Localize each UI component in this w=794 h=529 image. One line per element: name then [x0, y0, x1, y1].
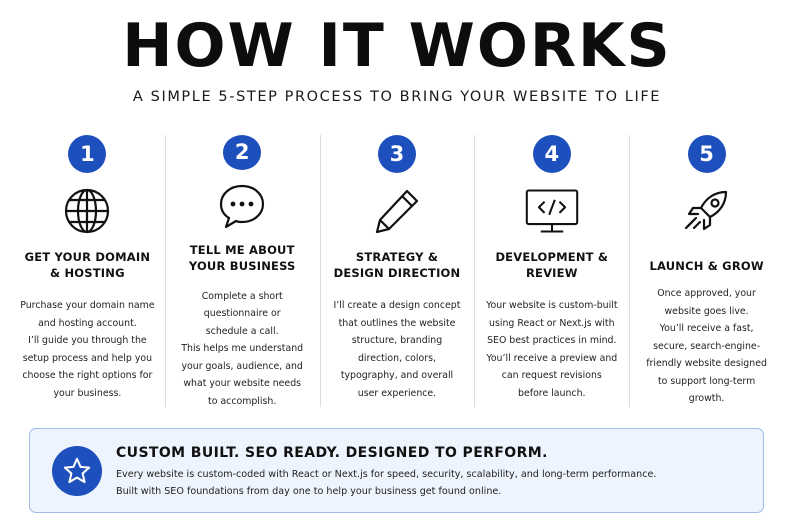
globe-icon — [59, 183, 115, 239]
step-title-line: GET YOUR DOMAIN — [24, 250, 151, 264]
pencil-icon — [369, 183, 425, 239]
rocket-icon — [679, 183, 735, 239]
step-title — [183, 242, 302, 274]
desc-line: that outlines the website — [338, 317, 456, 329]
step-number-badge: 2 — [223, 135, 261, 170]
desc-line: to accomplish. — [208, 395, 277, 407]
step-title-line: & HOSTING — [50, 266, 125, 280]
step-title — [643, 249, 769, 283]
step-2 — [165, 135, 320, 410]
star-badge — [52, 446, 102, 496]
step-title-line: TELL ME ABOUT — [189, 242, 295, 257]
desc-line: website goes live. — [664, 305, 749, 317]
desc-line: before launch. — [518, 387, 586, 399]
desc-line: typography, and overall — [340, 370, 454, 381]
desc-line: I’ll guide you through the — [28, 335, 147, 346]
steps-row — [10, 135, 784, 410]
step-title-line: YOUR BUSINESS — [188, 258, 296, 273]
desc-line: your business. — [53, 387, 122, 399]
desc-line: secure, search-engine- — [653, 340, 761, 352]
desc-line: what your website needs — [183, 378, 302, 389]
step-number-badge: 3 — [378, 135, 416, 173]
banner-text-line: Every website is custom-coded with React or Next.js for speed, security, scalability, and long-term performance. — [116, 469, 657, 480]
step-1 — [10, 135, 165, 410]
step-number-badge: 5 — [688, 135, 726, 173]
step-description — [326, 297, 469, 402]
desc-line: SEO best practices in mind. — [487, 335, 617, 346]
desc-line: can request revisions — [501, 370, 602, 381]
desc-line: and hosting account. — [38, 317, 137, 329]
desc-line: to support long-term — [657, 375, 756, 387]
desc-line: user experience. — [357, 387, 437, 399]
desc-line: Your website is custom-built — [486, 300, 618, 311]
desc-line: questionnaire or — [203, 308, 281, 319]
page-subtitle: A SIMPLE 5-STEP PROCESS TO BRING YOUR WEBSITE TO LIFE — [132, 89, 662, 105]
step-number-badge: 1 — [68, 135, 106, 173]
step-title — [489, 249, 614, 283]
feature-banner — [29, 428, 764, 513]
step-description — [173, 288, 311, 411]
step-description — [638, 285, 775, 408]
banner-title: CUSTOM BUILT. SEO READY. DESIGNED TO PERFORM. — [116, 445, 548, 461]
step-3 — [320, 135, 475, 410]
step-title-line: STRATEGY & — [355, 250, 439, 264]
desc-line: Once approved, your — [657, 288, 756, 299]
desc-line: Complete a short — [201, 290, 283, 302]
step-4 — [474, 135, 629, 410]
banner-text-line: Built with SEO foundations from day one to help your business get found online. — [116, 486, 502, 497]
desc-line: friendly website designed — [646, 358, 767, 369]
desc-line: I’ll create a design concept — [333, 300, 461, 311]
desc-line: structure, branding — [351, 335, 443, 346]
step-title — [328, 249, 467, 283]
desc-line: your goals, audience, and — [181, 360, 303, 372]
desc-line: growth. — [688, 393, 725, 404]
step-number-badge: 4 — [533, 135, 571, 173]
desc-line: You’ll receive a preview and — [486, 352, 618, 364]
step-5 — [629, 135, 784, 410]
step-title-line: LAUNCH & GROW — [649, 259, 764, 273]
star-icon — [62, 456, 92, 486]
desc-line: schedule a call. — [205, 325, 279, 337]
desc-line: setup process and help you — [22, 352, 153, 364]
desc-line: direction, colors, — [357, 352, 436, 364]
page-title: HOW IT WORKS — [122, 11, 672, 81]
step-title-line: DEVELOPMENT & — [495, 250, 609, 264]
step-description — [12, 297, 162, 402]
step-title-line: DESIGN DIRECTION — [333, 266, 461, 280]
code-monitor-icon — [524, 183, 580, 239]
step-title — [19, 249, 157, 283]
desc-line: You’ll receive a fast, — [659, 323, 754, 334]
step-title-line: REVIEW — [525, 266, 578, 280]
desc-line: Purchase your domain name — [20, 300, 155, 311]
desc-line: This helps me understand — [181, 343, 304, 354]
desc-line: using React or Next.js with — [489, 317, 615, 329]
desc-line: choose the right options for — [22, 370, 153, 381]
step-description — [478, 297, 625, 402]
chat-bubble-icon — [214, 180, 270, 232]
